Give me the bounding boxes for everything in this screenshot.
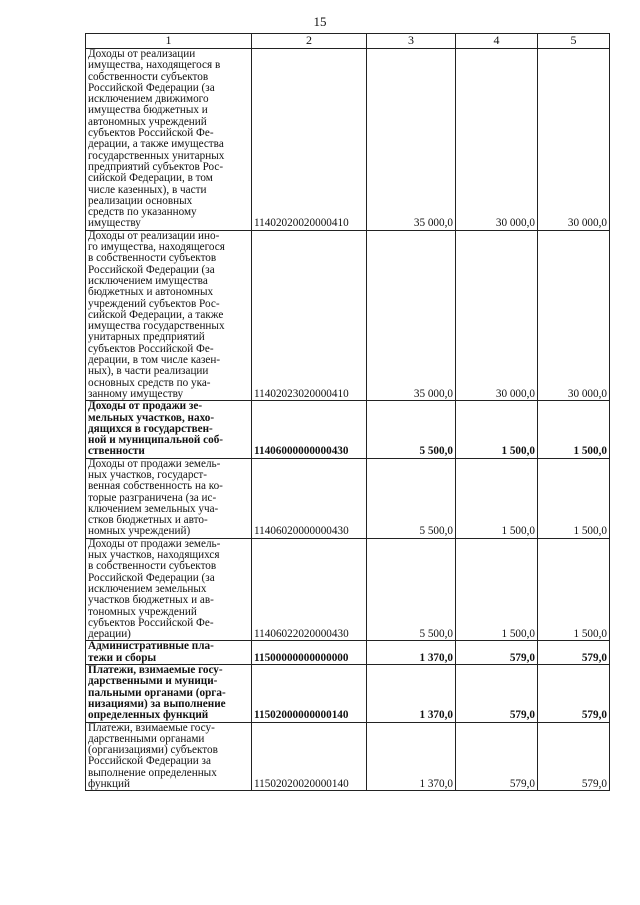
value-col-3: 5 500,0	[367, 458, 456, 538]
description-line: числе казенных), в части	[88, 183, 207, 196]
page-number: 15	[313, 14, 327, 29]
table-row	[86, 401, 610, 458]
value-col-5: 579,0	[538, 641, 610, 665]
value-col-4: 579,0	[456, 641, 538, 665]
description-line: тономных учреждений	[88, 605, 197, 618]
budget-code: 11406022020000430	[252, 538, 367, 641]
value-col-5: 579,0	[538, 722, 610, 791]
description-line: исключением имущества	[88, 274, 208, 287]
description-line: исключением земельных	[88, 582, 207, 595]
table-row	[86, 538, 610, 641]
description-line: Доходы от продажи земель-	[88, 537, 221, 550]
description-line: имущества бюджетных и	[88, 104, 208, 117]
column-header: 5	[538, 34, 610, 49]
description-line: в собственности субъектов	[88, 252, 217, 265]
value-col-3: 5 500,0	[367, 401, 456, 458]
row-description	[86, 458, 252, 538]
value-col-3: 1 370,0	[367, 665, 456, 722]
budget-code: 11406020000000430	[252, 458, 367, 538]
description-line: выполнение определенных	[88, 766, 217, 779]
description-line: дарственными и муници-	[88, 675, 218, 688]
description-line: Доходы от реализации ино-	[88, 229, 220, 242]
value-col-4: 1 500,0	[456, 538, 538, 641]
description-line: Доходы от продажи земель-	[88, 457, 221, 470]
table-row	[86, 458, 610, 538]
value-col-4: 30 000,0	[456, 230, 538, 400]
description-line: субъектов Российской Фе-	[88, 616, 214, 629]
description-line: стков бюджетных и авто-	[88, 514, 208, 527]
description-line: ных участков, государст-	[88, 468, 207, 481]
description-line: тежи и сборы	[88, 651, 157, 664]
description-line: субъектов Российской Фе-	[88, 127, 214, 140]
description-line: ключением земельных уча-	[88, 502, 219, 515]
value-col-4: 1 500,0	[456, 458, 538, 538]
table-row	[86, 230, 610, 400]
row-description	[86, 401, 252, 458]
description-line: сийской Федерации, а также	[88, 308, 224, 321]
table-body	[86, 49, 610, 791]
budget-code: 11406000000000430	[252, 401, 367, 458]
description-line: Платежи, взимаемые госу-	[88, 721, 215, 734]
description-line: го имущества, находящегося	[88, 241, 225, 254]
description-line: бюджетных и автономных	[88, 286, 214, 299]
description-line: имущества, находящегося в	[88, 59, 221, 72]
description-line: собственности субъектов	[88, 70, 209, 83]
value-col-5: 30 000,0	[538, 49, 610, 231]
budget-code: 11500000000000000	[252, 641, 367, 665]
value-col-5: 579,0	[538, 665, 610, 722]
description-line: субъектов Российской Фе-	[88, 342, 214, 355]
row-description	[86, 49, 252, 231]
description-line: Российской Федерации за	[88, 755, 211, 768]
description-line: Российской Федерации (за	[88, 81, 215, 94]
description-line: ных участков, находящихся	[88, 549, 220, 562]
description-line: основных средств по ука-	[88, 376, 211, 389]
description-line: имуществу	[88, 217, 141, 230]
column-header: 3	[367, 34, 456, 49]
description-line: дарственными органами	[88, 732, 205, 745]
value-col-3: 5 500,0	[367, 538, 456, 641]
row-description	[86, 538, 252, 641]
description-line: автономных учреждений	[88, 115, 207, 128]
row-description	[86, 665, 252, 722]
description-line: ных), в части реализации	[88, 365, 209, 378]
description-line: сийской Федерации, в том	[88, 172, 213, 185]
description-line: низациями) за выполнение	[88, 697, 226, 710]
table-header-row	[86, 34, 610, 49]
description-line: мельных участков, нахо-	[88, 411, 215, 424]
description-line: исключением движимого	[88, 93, 209, 106]
value-col-5: 30 000,0	[538, 230, 610, 400]
budget-code: 11502020020000140	[252, 722, 367, 791]
description-line: определенных функций	[88, 709, 209, 722]
table-row	[86, 665, 610, 722]
column-header: 4	[456, 34, 538, 49]
description-line: номных учреждений)	[88, 525, 191, 538]
description-line: дерации)	[88, 628, 131, 641]
description-line: торые разграничена (за ис-	[88, 491, 217, 504]
description-line: Доходы от продажи зе-	[88, 400, 203, 413]
description-line: Платежи, взимаемые госу-	[88, 664, 223, 677]
description-line: ной и муниципальной соб-	[88, 434, 224, 447]
description-line: Российской Федерации (за	[88, 263, 215, 276]
description-line: реализации основных	[88, 194, 193, 207]
description-line: Административные пла-	[88, 640, 214, 653]
description-line: пальными органами (орга-	[88, 686, 226, 699]
value-col-4: 579,0	[456, 665, 538, 722]
table-row	[86, 641, 610, 665]
description-line: занному имуществу	[88, 387, 184, 400]
value-col-3: 1 370,0	[367, 641, 456, 665]
description-line: средств по указанному	[88, 206, 197, 219]
row-description	[86, 641, 252, 665]
value-col-4: 579,0	[456, 722, 538, 791]
budget-code: 11502000000000140	[252, 665, 367, 722]
description-line: (организациями) субъектов	[88, 744, 218, 757]
value-col-5: 1 500,0	[538, 538, 610, 641]
description-line: государственных унитарных	[88, 149, 225, 162]
row-description	[86, 722, 252, 791]
value-col-3: 1 370,0	[367, 722, 456, 791]
description-line: Российской Федерации (за	[88, 571, 215, 584]
budget-code: 11402023020000410	[252, 230, 367, 400]
value-col-5: 1 500,0	[538, 401, 610, 458]
value-col-4: 30 000,0	[456, 49, 538, 231]
row-description	[86, 230, 252, 400]
description-line: дерации, а также имущества	[88, 138, 224, 151]
column-header: 2	[252, 34, 367, 49]
description-line: унитарных предприятий	[88, 331, 205, 344]
description-line: участков бюджетных и ав-	[88, 594, 214, 607]
value-col-4: 1 500,0	[456, 401, 538, 458]
value-col-3: 35 000,0	[367, 230, 456, 400]
description-line: учреждений субъектов Рос-	[88, 297, 220, 310]
description-line: имущества государственных	[88, 320, 225, 333]
description-line: в собственности субъектов	[88, 560, 217, 573]
description-line: венная собственность на ко-	[88, 480, 223, 493]
description-line: ственности	[88, 445, 145, 458]
column-header: 1	[86, 34, 252, 49]
table-row	[86, 49, 610, 231]
description-line: Доходы от реализации	[88, 48, 196, 60]
description-line: дящихся в государствен-	[88, 422, 213, 435]
table-row	[86, 722, 610, 791]
budget-code: 11402020020000410	[252, 49, 367, 231]
description-line: функций	[88, 778, 130, 790]
budget-table	[85, 33, 610, 791]
description-line: предприятий субъектов Рос-	[88, 160, 224, 173]
value-col-3: 35 000,0	[367, 49, 456, 231]
value-col-5: 1 500,0	[538, 458, 610, 538]
description-line: дерации, в том числе казен-	[88, 354, 221, 367]
